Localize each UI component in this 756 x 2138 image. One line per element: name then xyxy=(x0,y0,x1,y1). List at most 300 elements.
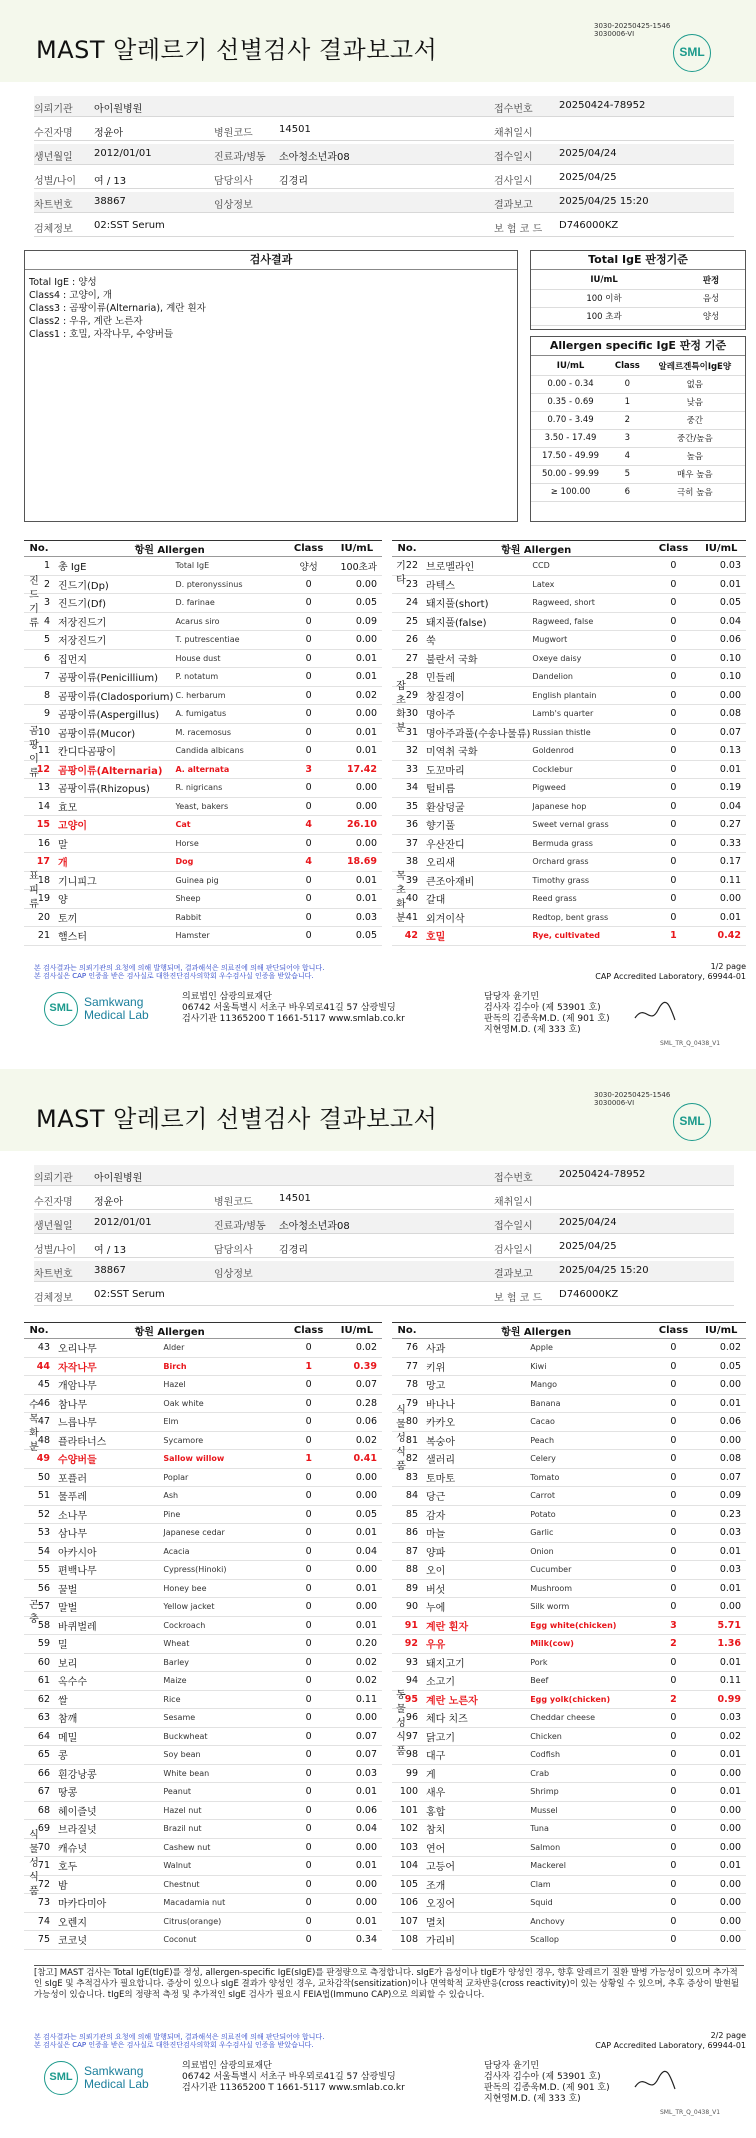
group-grass: 목초화분 xyxy=(396,871,406,924)
allergen-class: 0 xyxy=(285,1616,332,1635)
allergen-name: 라텍스 xyxy=(422,575,530,594)
allergen-en: Dandelion xyxy=(530,668,650,687)
allergen-value: 0.08 xyxy=(696,1450,746,1469)
info-label-dept: 진료과/병동 xyxy=(214,1221,266,1232)
allergen-no: 38 xyxy=(392,853,422,872)
allergen-en: Sycamore xyxy=(161,1431,285,1450)
group-weed: 잡초화분 xyxy=(396,681,406,734)
allergen-en: Salmon xyxy=(528,1838,650,1857)
info-label-insurance: 보 험 코 드 xyxy=(494,224,543,235)
allergen-class: 0 xyxy=(650,816,696,835)
allergen-value: 0.01 xyxy=(332,668,382,687)
allergen-en: Anchovy xyxy=(528,1912,650,1931)
allergen-class: 0 xyxy=(650,668,696,687)
allergen-en: Chestnut xyxy=(161,1875,285,1894)
allergen-en: Garlic xyxy=(528,1524,650,1543)
info-row xyxy=(34,144,734,165)
allergen-value: 0.00 xyxy=(332,1875,382,1894)
allergen-name: 복숭아 xyxy=(422,1431,528,1450)
allergen-row xyxy=(24,1357,382,1376)
allergen-class: 0 xyxy=(285,1690,332,1709)
allergen-class: 0 xyxy=(285,1635,332,1654)
allergen-value: 0.06 xyxy=(696,631,746,650)
allergen-class: 0 xyxy=(650,723,696,742)
table-col-header: IU/mL xyxy=(696,541,746,557)
allergen-row xyxy=(392,557,746,576)
allergen-name: 캐슈넛 xyxy=(54,1838,161,1857)
allergen-no: 78 xyxy=(392,1376,422,1395)
brand-sub: Medical Lab xyxy=(84,1008,149,1022)
report-page-2 xyxy=(0,1069,756,2138)
allergen-class: 1 xyxy=(285,1450,332,1469)
brand-name: Samkwang xyxy=(84,2064,144,2078)
criteria-row xyxy=(531,483,745,501)
allergen-en: Orchard grass xyxy=(530,853,650,872)
allergen-en: Tuna xyxy=(528,1820,650,1839)
allergen-value: 0.07 xyxy=(332,1376,382,1395)
allergen-no: 98 xyxy=(392,1746,422,1765)
allergen-value: 0.00 xyxy=(696,1376,746,1395)
sml-logo-icon: SML xyxy=(673,34,711,72)
allergen-name: 홍합 xyxy=(422,1801,528,1820)
allergen-name: 체다 치즈 xyxy=(422,1709,528,1728)
allergen-row xyxy=(24,557,382,576)
group-insect: 곤충 xyxy=(29,1600,39,1625)
table-col-header: Class xyxy=(650,1323,696,1339)
allergen-name: 곰팡이류(Mucor) xyxy=(54,723,173,742)
allergen-class: 0 xyxy=(285,668,332,687)
allergen-en: Peanut xyxy=(161,1783,285,1802)
allergen-no: 60 xyxy=(24,1653,54,1672)
allergen-en: D. pteronyssinus xyxy=(173,575,285,594)
footer-address xyxy=(182,2061,405,2094)
allergen-name: 총 IgE xyxy=(54,557,173,576)
allergen-row xyxy=(392,742,746,761)
allergen-en: C. herbarum xyxy=(173,686,285,705)
allergen-en: Carrot xyxy=(528,1487,650,1506)
allergen-row xyxy=(392,594,746,613)
allergen-row xyxy=(392,1561,746,1580)
allergen-row xyxy=(392,908,746,927)
allergen-row xyxy=(24,1635,382,1654)
allergen-no: 63 xyxy=(24,1709,54,1728)
allergen-no: 75 xyxy=(24,1931,54,1950)
criteria-row xyxy=(531,411,745,429)
group-mite: 진드기류 xyxy=(29,576,39,629)
allergen-value: 0.11 xyxy=(696,1672,746,1691)
allergen-en: A. alternata xyxy=(173,760,285,779)
allergen-class: 0 xyxy=(285,1598,332,1617)
info-value-recvdate: 2025/04/24 xyxy=(559,148,617,159)
allergen-row xyxy=(392,1579,746,1598)
allergen-value: 0.99 xyxy=(696,1690,746,1709)
allergen-class: 0 xyxy=(285,631,332,650)
allergen-value: 0.00 xyxy=(332,1894,382,1913)
allergen-class: 0 xyxy=(650,797,696,816)
criteria-cell: 4 xyxy=(610,447,645,465)
allergen-name: 버섯 xyxy=(422,1579,528,1598)
allergen-en: Chicken xyxy=(528,1727,650,1746)
criteria-cell: 100 이하 xyxy=(531,289,677,307)
allergen-value: 0.01 xyxy=(696,1542,746,1561)
info-value-chart: 38867 xyxy=(94,1265,126,1276)
allergen-en: Walnut xyxy=(161,1857,285,1876)
allergen-name: 미역취 국화 xyxy=(422,742,530,761)
allergen-class: 0 xyxy=(285,1487,332,1506)
allergen-en: Barley xyxy=(161,1653,285,1672)
allergen-no: 20 xyxy=(24,908,54,927)
allergen-name: 수양버들 xyxy=(54,1450,161,1469)
allergen-en: Rye, cultivated xyxy=(530,927,650,946)
allergen-no: 40 xyxy=(392,890,422,909)
info-label-hospital: 의뢰기관 xyxy=(34,104,73,115)
allergen-value: 0.00 xyxy=(332,779,382,798)
allergen-class: 0 xyxy=(650,742,696,761)
criteria-row xyxy=(531,307,745,325)
result-line: Total IgE : 양성 xyxy=(29,277,97,288)
allergen-name: 곰팡이류(Aspergillus) xyxy=(54,705,173,724)
allergen-en: Macadamia nut xyxy=(161,1894,285,1913)
allergen-name: 브라질넛 xyxy=(54,1820,161,1839)
info-label-report: 결과보고 xyxy=(494,200,533,211)
allergen-class: 0 xyxy=(285,1857,332,1876)
allergen-value: 0.10 xyxy=(696,649,746,668)
info-label-clinical: 임상정보 xyxy=(214,1269,253,1280)
allergen-value: 0.05 xyxy=(696,594,746,613)
allergen-value: 0.02 xyxy=(696,1727,746,1746)
allergen-name: 연어 xyxy=(422,1838,528,1857)
allergen-value: 0.27 xyxy=(696,816,746,835)
allergen-no: 47 xyxy=(24,1413,54,1432)
allergen-no: 24 xyxy=(392,594,422,613)
allergen-name: 카카오 xyxy=(422,1413,528,1432)
allergen-class: 0 xyxy=(650,779,696,798)
allergen-en: Yeast, bakers xyxy=(173,797,285,816)
allergen-class: 0 xyxy=(650,1746,696,1765)
criteria-cell: 6 xyxy=(610,483,645,501)
allergen-class: 0 xyxy=(285,908,332,927)
group-animal-food: 동물성식품 xyxy=(396,1690,406,1757)
allergen-no: 22 xyxy=(392,557,422,576)
allergen-value: 0.00 xyxy=(332,1468,382,1487)
allergen-no: 58 xyxy=(24,1616,54,1635)
allergen-en: Soy bean xyxy=(161,1746,285,1765)
allergen-name: 오이 xyxy=(422,1561,528,1580)
allergen-row xyxy=(24,1339,382,1358)
allergen-name: 느릅나무 xyxy=(54,1413,161,1432)
info-value-doctor: 김경리 xyxy=(279,176,308,187)
allergen-name: 콩 xyxy=(54,1746,161,1765)
allergen-row xyxy=(392,723,746,742)
allergen-value: 0.04 xyxy=(332,1542,382,1561)
allergen-row xyxy=(392,1616,746,1635)
allergen-en: Celery xyxy=(528,1450,650,1469)
allergen-row xyxy=(392,1709,746,1728)
info-row xyxy=(34,1165,734,1186)
allergen-en: CCD xyxy=(530,557,650,576)
info-label-doctor: 담당의사 xyxy=(214,1245,253,1256)
allergen-row xyxy=(24,1672,382,1691)
allergen-name: 자작나무 xyxy=(54,1357,161,1376)
allergen-row xyxy=(24,1912,382,1931)
info-value-name: 정윤아 xyxy=(94,128,123,139)
allergen-class: 0 xyxy=(285,1339,332,1358)
allergen-en: Cashew nut xyxy=(161,1838,285,1857)
allergen-en: Oxeye daisy xyxy=(530,649,650,668)
allergen-name: 개암나무 xyxy=(54,1376,161,1395)
allergen-value: 0.01 xyxy=(696,1394,746,1413)
allergen-en: Hamster xyxy=(173,927,285,946)
allergen-name: 돼지풀(short) xyxy=(422,594,530,613)
criteria-col-header: 알레르겐특이IgE양 xyxy=(645,357,745,375)
allergen-class: 1 xyxy=(285,1357,332,1376)
allergen-value: 0.01 xyxy=(332,723,382,742)
allergen-no: 102 xyxy=(392,1820,422,1839)
allergen-value: 0.05 xyxy=(332,927,382,946)
allergen-name: 오렌지 xyxy=(54,1912,161,1931)
allergen-en: Guinea pig xyxy=(173,871,285,890)
allergen-row xyxy=(392,1450,746,1469)
allergen-en: English plantain xyxy=(530,686,650,705)
allergen-value: 0.39 xyxy=(332,1357,382,1376)
allergen-name: 오징어 xyxy=(422,1894,528,1913)
allergen-row xyxy=(392,1431,746,1450)
allergen-value: 0.07 xyxy=(696,723,746,742)
allergen-row xyxy=(392,1635,746,1654)
info-value-hospital: 아이원병원 xyxy=(94,104,143,115)
allergen-no: 90 xyxy=(392,1598,422,1617)
allergen-class: 0 xyxy=(650,1376,696,1395)
allergen-row xyxy=(24,1690,382,1709)
allergen-en: Total IgE xyxy=(173,557,285,576)
info-label-doctor: 담당의사 xyxy=(214,176,253,187)
allergen-value: 0.01 xyxy=(696,575,746,594)
allergen-value: 0.02 xyxy=(696,1339,746,1358)
allergen-row xyxy=(392,1598,746,1617)
allergen-value: 0.01 xyxy=(696,760,746,779)
result-header: 검사결과 xyxy=(25,251,517,270)
allergen-name: 대구 xyxy=(422,1746,528,1765)
allergen-value: 0.02 xyxy=(332,686,382,705)
allergen-no: 26 xyxy=(392,631,422,650)
allergen-class: 0 xyxy=(285,1875,332,1894)
info-value-sexage: 여 / 13 xyxy=(94,176,127,187)
allergen-value: 18.69 xyxy=(332,853,382,872)
allergen-no: 53 xyxy=(24,1524,54,1543)
allergen-name: 호두 xyxy=(54,1857,161,1876)
allergen-name: 소나무 xyxy=(54,1505,161,1524)
allergen-no: 108 xyxy=(392,1931,422,1950)
allergen-row xyxy=(24,1783,382,1802)
footer-notice: 본 검사결과는 의뢰기관의 요청에 의해 발행되며, 결과해석은 의료진에 의해 판단되어야 합니다. 본 검사실은 CAP 인증을 받은 검사실로 대한진단검사의학회 우수검사실 인증을 받았습니다. xyxy=(34,2033,325,2049)
allergen-en: Apple xyxy=(528,1339,650,1358)
sml-logo-icon: SML xyxy=(673,1103,711,1141)
allergen-en: Silk worm xyxy=(528,1598,650,1617)
sign-2: 검사자 김수아 (제 53901 호) xyxy=(484,1003,601,1013)
info-label-hcode: 병원코드 xyxy=(214,1197,253,1208)
allergen-name: 보리 xyxy=(54,1653,161,1672)
allergen-name: 포플러 xyxy=(54,1468,161,1487)
criteria-cell: 3 xyxy=(610,429,645,447)
allergen-name: 고양이 xyxy=(54,816,173,835)
allergen-row xyxy=(24,1413,382,1432)
allergen-class: 0 xyxy=(650,1339,696,1358)
allergen-name: 우산잔디 xyxy=(422,834,530,853)
allergen-name: 참깨 xyxy=(54,1709,161,1728)
allergen-name: 양파 xyxy=(422,1542,528,1561)
allergen-en: Potato xyxy=(528,1505,650,1524)
allergen-name: 진드기(Df) xyxy=(54,594,173,613)
allergen-value: 0.34 xyxy=(332,1931,382,1950)
allergen-value: 0.00 xyxy=(696,1820,746,1839)
allergen-en: Goldenrod xyxy=(530,742,650,761)
allergen-row xyxy=(24,1487,382,1506)
allergen-row xyxy=(392,612,746,631)
allergen-value: 0.08 xyxy=(696,705,746,724)
allergen-value: 0.00 xyxy=(696,1912,746,1931)
allergen-en: Pigweed xyxy=(530,779,650,798)
allergen-row xyxy=(24,742,382,761)
footer-brand xyxy=(84,996,149,1022)
allergen-row xyxy=(392,1820,746,1839)
allergen-no: 71 xyxy=(24,1857,54,1876)
allergen-no: 76 xyxy=(392,1339,422,1358)
allergen-class: 0 xyxy=(285,612,332,631)
allergen-class: 0 xyxy=(285,575,332,594)
info-value-report: 2025/04/25 15:20 xyxy=(559,1265,649,1276)
table-col-header: No. xyxy=(392,1323,422,1339)
allergen-name: 불란서 국화 xyxy=(422,649,530,668)
allergen-class: 0 xyxy=(650,1413,696,1432)
allergen-value: 0.00 xyxy=(332,1838,382,1857)
reference-note: [참고] MAST 검사는 Total IgE(tIgE)를 정성, allergen-specific IgE(sIgE)를 판정량으로 측정합니다. sIgE가 음성이나 tIgE가 양성인 경우, 향후 알레르기 질환 발병 가능성이 있으며 추가적인 sIgE 및 추적검사가 필요합니다. 증상이 있으나 sIgE 결과가 양성인 경우, 교차감작(sensitization)이나 면역학적 교차반응(cross reactivity)이 있는 상황일 수 있으며, 추후 증상이 발현될 가능성이 있습니다. tIgE의 정량적 측정 및 추가적인 sIgE 검사가 필요시 FEIA법(Immuno CAP)으로 의뢰할 수 있습니다. xyxy=(34,1965,744,2001)
allergen-en: T. putrescentiae xyxy=(173,631,285,650)
criteria-cell: 3.50 - 17.49 xyxy=(531,429,610,447)
allergen-value: 0.03 xyxy=(332,908,382,927)
allergen-value: 0.06 xyxy=(332,1413,382,1432)
allergen-row xyxy=(24,1468,382,1487)
allergen-no: 25 xyxy=(392,612,422,631)
allergen-row xyxy=(24,1450,382,1469)
allergen-en: Mussel xyxy=(528,1801,650,1820)
allergen-no: 44 xyxy=(24,1357,54,1376)
allergen-no: 61 xyxy=(24,1672,54,1691)
allergen-name: 곰팡이류(Cladosporium) xyxy=(54,686,173,705)
patient-info xyxy=(34,1165,734,1314)
doc-code-2: 3030006-VI xyxy=(594,30,635,38)
allergen-en: Tomato xyxy=(528,1468,650,1487)
cap-accreditation: CAP Accredited Laboratory, 69944-01 xyxy=(595,972,746,981)
sign-2: 검사자 김수아 (제 53901 호) xyxy=(484,2072,601,2082)
allergen-row xyxy=(392,1376,746,1395)
allergen-value: 0.01 xyxy=(332,649,382,668)
allergen-value: 0.00 xyxy=(332,1561,382,1580)
info-label-sexage: 성별/나이 xyxy=(34,176,77,187)
allergen-class: 0 xyxy=(285,1838,332,1857)
allergen-row xyxy=(24,779,382,798)
allergen-en: Maize xyxy=(161,1672,285,1691)
allergen-en: Squid xyxy=(528,1894,650,1913)
allergen-en: Peach xyxy=(528,1431,650,1450)
info-value-sexage: 여 / 13 xyxy=(94,1245,127,1256)
allergen-no: 79 xyxy=(392,1394,422,1413)
allergen-en: Hazel xyxy=(161,1376,285,1395)
allergen-no: 86 xyxy=(392,1524,422,1543)
sign-3: 판독의 김종욱M.D. (제 901 호) xyxy=(484,1014,610,1024)
doc-code xyxy=(594,1091,670,1107)
info-label-collect: 채취일시 xyxy=(494,1197,533,1208)
allergen-row xyxy=(24,1727,382,1746)
allergen-no: 17 xyxy=(24,853,54,872)
table-col-header: 항원 Allergen xyxy=(54,1323,285,1339)
allergen-class: 0 xyxy=(650,1783,696,1802)
allergen-row xyxy=(392,631,746,650)
table-col-header: 항원 Allergen xyxy=(54,541,285,557)
report-header xyxy=(0,1069,756,1151)
allergen-row xyxy=(24,1709,382,1728)
allergen-value: 0.00 xyxy=(332,1487,382,1506)
allergen-class: 0 xyxy=(650,853,696,872)
criteria-cell: 없음 xyxy=(645,375,745,393)
table-col-header: 항원 Allergen xyxy=(422,541,650,557)
allergen-name: 코코넛 xyxy=(54,1931,161,1950)
allergen-name: 키위 xyxy=(422,1357,528,1376)
info-label-clinical: 임상정보 xyxy=(214,200,253,211)
criteria-row xyxy=(531,429,745,447)
allergen-class: 0 xyxy=(650,1820,696,1839)
form-code: SML_TR_Q_0438_V1 xyxy=(660,1040,721,1047)
allergen-value: 0.05 xyxy=(332,1505,382,1524)
allergen-class: 0 xyxy=(285,1505,332,1524)
allergen-value: 0.01 xyxy=(332,871,382,890)
allergen-class: 0 xyxy=(650,631,696,650)
allergen-value: 0.00 xyxy=(332,575,382,594)
report-title: MAST 알레르기 선별검사 결과보고서 xyxy=(36,1105,438,1133)
allergen-en: Clam xyxy=(528,1875,650,1894)
allergen-table-left xyxy=(24,540,382,946)
allergen-no: 68 xyxy=(24,1801,54,1820)
table-col-header: Class xyxy=(285,1323,332,1339)
allergen-name: 가리비 xyxy=(422,1931,528,1950)
info-label-chart: 차트번호 xyxy=(34,200,73,211)
footer-page xyxy=(560,2031,746,2051)
allergen-class: 0 xyxy=(650,1450,696,1469)
allergen-class: 0 xyxy=(650,1468,696,1487)
allergen-name: 호밀 xyxy=(422,927,530,946)
allergen-en: Japanese cedar xyxy=(161,1524,285,1543)
allergen-class: 0 xyxy=(285,1801,332,1820)
allergen-row xyxy=(392,1653,746,1672)
criteria-row xyxy=(531,375,745,393)
allergen-name: 참나무 xyxy=(54,1394,161,1413)
signature-icon xyxy=(630,998,680,1028)
info-label-receipt: 접수번호 xyxy=(494,104,533,115)
allergen-name: 새우 xyxy=(422,1783,528,1802)
allergen-en: Rabbit xyxy=(173,908,285,927)
total-ige-criteria xyxy=(530,250,746,330)
allergen-value: 0.07 xyxy=(332,1727,382,1746)
addr-line-3: 검사기관 11365200 T 1661-5117 www.smlab.co.kr xyxy=(182,1014,405,1024)
allergen-row xyxy=(24,723,382,742)
allergen-value: 0.00 xyxy=(696,1431,746,1450)
allergen-row xyxy=(392,834,746,853)
allergen-no: 14 xyxy=(24,797,54,816)
allergen-value: 0.03 xyxy=(696,557,746,576)
allergen-no: 101 xyxy=(392,1801,422,1820)
allergen-en: Mango xyxy=(528,1376,650,1395)
allergen-value: 0.13 xyxy=(696,742,746,761)
allergen-name: 멸치 xyxy=(422,1912,528,1931)
